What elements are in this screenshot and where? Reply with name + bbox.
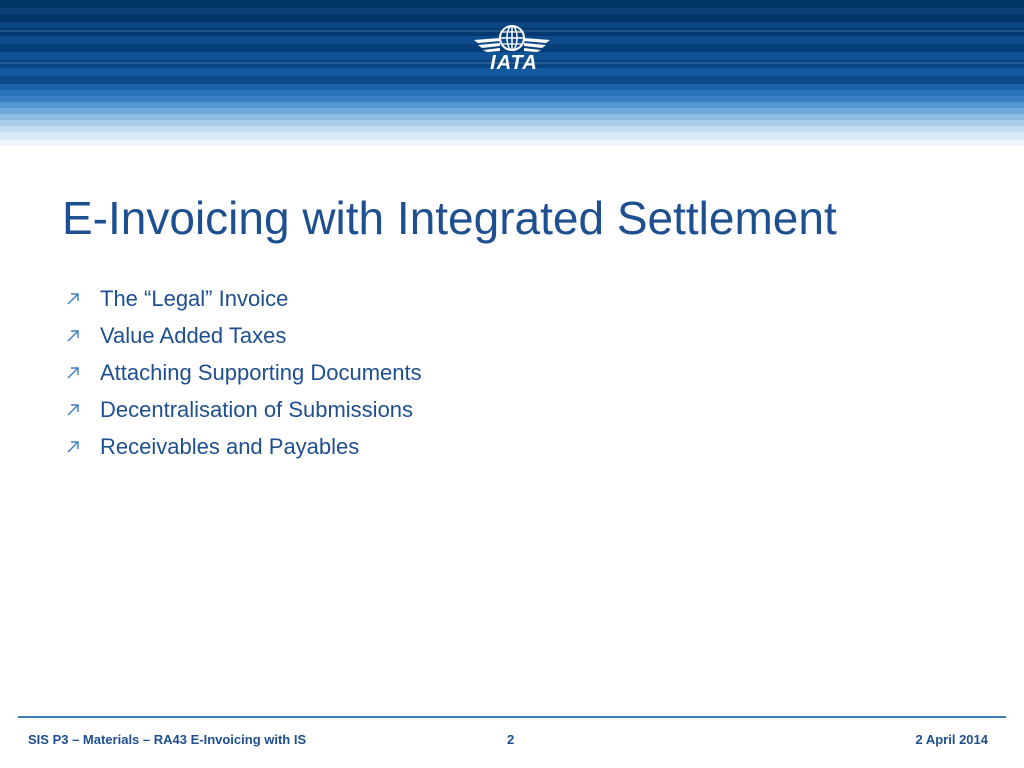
footer-title: SIS P3 – Materials – RA43 E-Invoicing with IS	[28, 732, 307, 747]
list-item	[62, 280, 862, 317]
diagonal-arrow-icon	[62, 436, 84, 458]
header-banner	[0, 0, 1024, 150]
slide-title: E-Invoicing with Integrated Settlement	[62, 192, 837, 244]
list-item	[62, 391, 862, 428]
diagonal-arrow-icon	[62, 362, 84, 384]
page-number: 2	[507, 732, 515, 747]
bullet-text: Attaching Supporting Documents	[100, 359, 422, 385]
list-item	[62, 428, 862, 465]
list-item	[62, 354, 862, 391]
diagonal-arrow-icon	[62, 399, 84, 421]
bullet-text: Value Added Taxes	[100, 322, 287, 348]
diagonal-arrow-icon	[62, 288, 84, 310]
bullet-list	[62, 280, 862, 465]
iata-logo-text: IATA	[490, 52, 538, 74]
bullet-text: Receivables and Payables	[100, 433, 360, 459]
bullet-text: Decentralisation of Submissions	[100, 396, 414, 422]
footer-divider	[18, 716, 1006, 718]
diagonal-arrow-icon	[62, 325, 84, 347]
bullet-text: The “Legal” Invoice	[100, 285, 289, 311]
list-item	[62, 317, 862, 354]
footer-date: 2 April 2014	[915, 732, 988, 747]
